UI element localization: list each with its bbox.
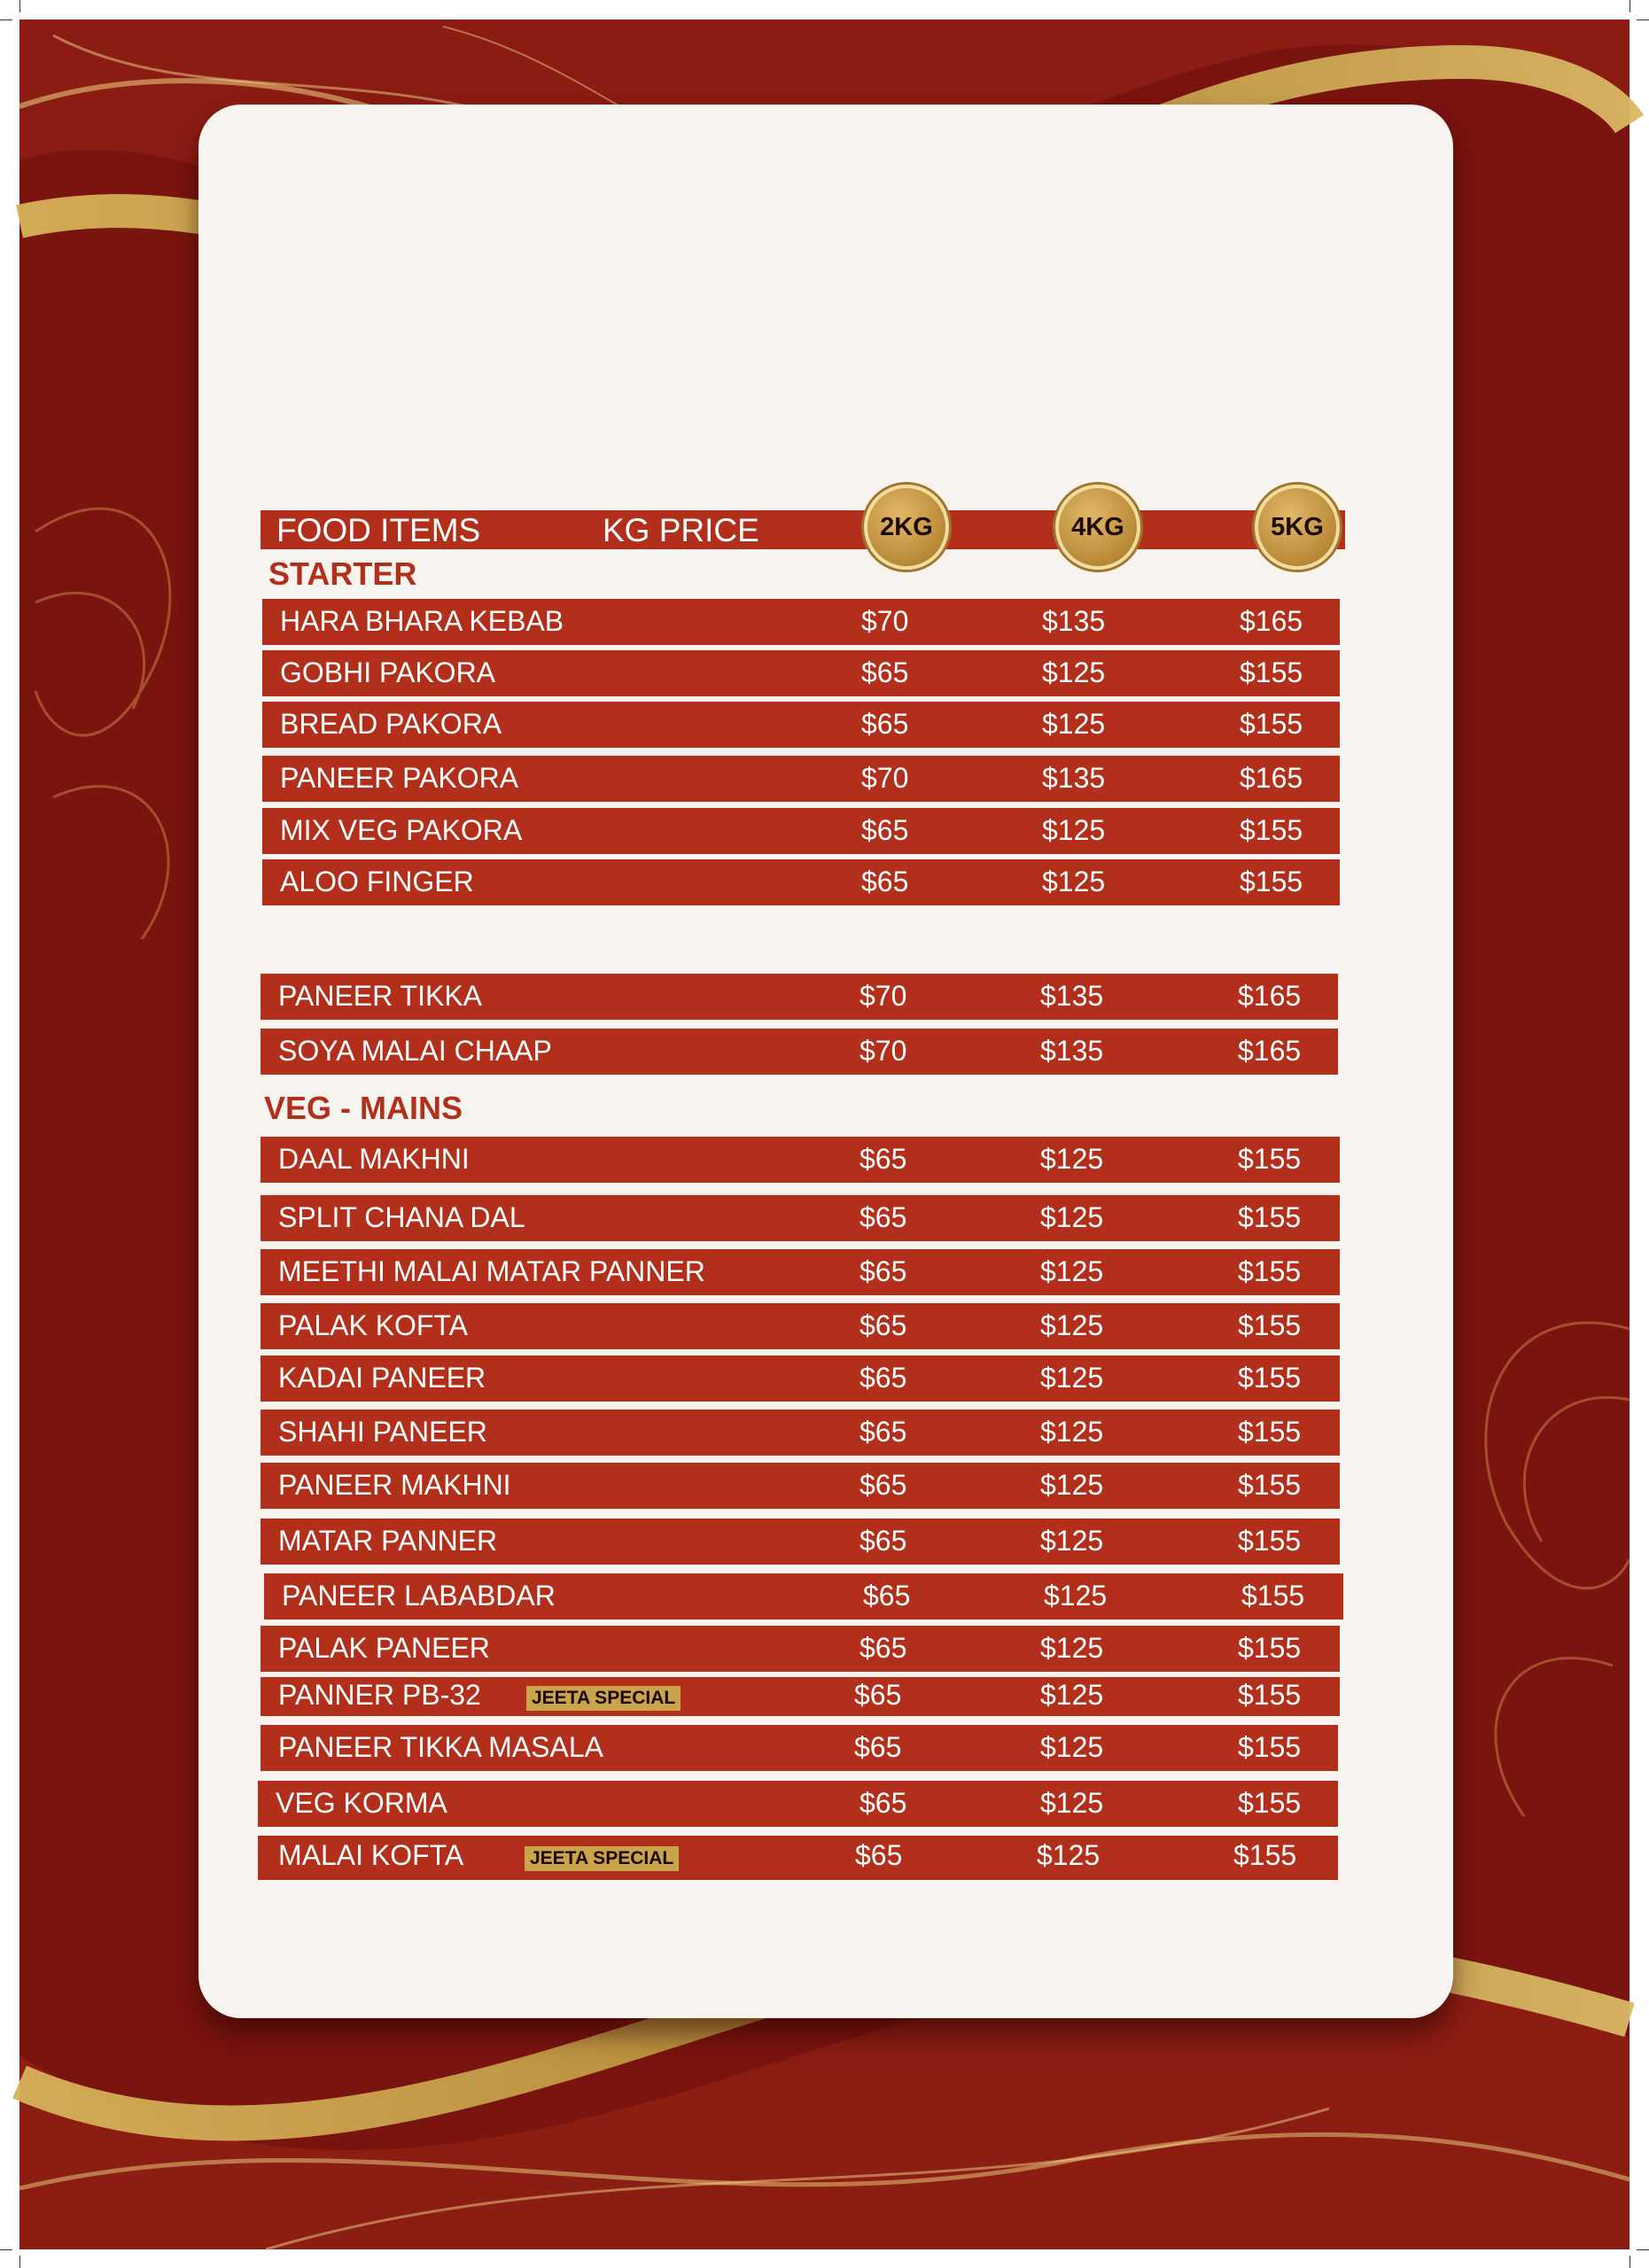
- price-5kg: $165: [1240, 762, 1303, 794]
- item-name: SOYA MALAI CHAAP: [278, 1035, 552, 1067]
- price-4kg: $125: [1042, 656, 1106, 688]
- menu-row: [261, 1029, 1338, 1075]
- price-4kg: $125: [1040, 1679, 1104, 1711]
- crop-mark-top-left-v: [19, 0, 20, 12]
- item-name: MIX VEG PAKORA: [280, 814, 523, 846]
- price-5kg: $155: [1241, 1580, 1305, 1612]
- item-name: HARA BHARA KEBAB: [280, 605, 564, 637]
- price-5kg: $155: [1238, 1416, 1302, 1448]
- price-4kg: $125: [1042, 814, 1106, 846]
- menu-row: [262, 756, 1340, 802]
- menu-row: [261, 1137, 1340, 1183]
- price-header-bar: [261, 510, 1345, 549]
- menu-row: [258, 1836, 1338, 1880]
- price-2kg: $65: [854, 1679, 902, 1711]
- crop-mark-bottom-left-v: [19, 2256, 20, 2268]
- menu-row: [258, 1781, 1338, 1827]
- menu-row: [262, 702, 1340, 748]
- item-name: MEETHI MALAI MATAR PANNER: [278, 1255, 705, 1287]
- item-name: VEG KORMA: [276, 1787, 447, 1819]
- menu-row: [261, 1463, 1340, 1509]
- price-5kg: $155: [1238, 1787, 1302, 1819]
- price-4kg: $125: [1042, 866, 1106, 897]
- price-4kg: $125: [1040, 1309, 1104, 1341]
- item-name: PALAK KOFTA: [278, 1309, 468, 1341]
- menu-row: [261, 1725, 1338, 1771]
- price-4kg: $135: [1040, 1035, 1104, 1067]
- item-name: PANEER MAKHNI: [278, 1469, 511, 1501]
- price-2kg: $70: [861, 762, 909, 794]
- price-2kg: $65: [863, 1580, 911, 1612]
- crop-mark-top-left-h: [0, 19, 12, 20]
- jeeta-special-tag: JEETA SPECIAL: [526, 1686, 681, 1711]
- price-2kg: $65: [860, 1787, 907, 1819]
- item-name: GOBHI PAKORA: [280, 656, 496, 688]
- size-badge-4kg: 4KG: [1055, 485, 1140, 570]
- price-5kg: $155: [1238, 1469, 1302, 1501]
- price-4kg: $125: [1040, 1362, 1104, 1394]
- price-2kg: $65: [854, 1731, 902, 1763]
- menu-row: [262, 859, 1340, 905]
- menu-row: [262, 599, 1340, 645]
- price-2kg: $70: [861, 605, 909, 637]
- price-2kg: $65: [860, 1143, 907, 1175]
- price-4kg: $125: [1037, 1839, 1101, 1871]
- item-name: BREAD PAKORA: [280, 708, 502, 740]
- price-4kg: $135: [1042, 605, 1106, 637]
- price-4kg: $125: [1040, 1632, 1104, 1664]
- menu-row: [261, 1249, 1340, 1295]
- section-title-veg-mains: VEG - MAINS: [264, 1090, 463, 1126]
- price-5kg: $165: [1238, 1035, 1302, 1067]
- item-name: PALAK PANEER: [278, 1632, 490, 1664]
- crop-mark-bottom-left-h: [0, 2249, 12, 2250]
- price-4kg: $125: [1040, 1416, 1104, 1448]
- kg-price-heading: KG PRICE: [603, 512, 759, 548]
- price-4kg: $125: [1040, 1255, 1104, 1287]
- price-2kg: $65: [861, 656, 909, 688]
- menu-row: [262, 808, 1340, 854]
- item-name: PANEER PAKORA: [280, 762, 519, 794]
- price-4kg: $125: [1040, 1201, 1104, 1233]
- price-5kg: $155: [1238, 1525, 1302, 1557]
- jeeta-special-tag: JEETA SPECIAL: [525, 1846, 679, 1871]
- price-4kg: $135: [1042, 762, 1106, 794]
- item-name: SHAHI PANEER: [278, 1416, 487, 1448]
- price-2kg: $65: [861, 814, 909, 846]
- price-2kg: $65: [855, 1839, 903, 1871]
- menu-row: [264, 1573, 1343, 1619]
- price-5kg: $155: [1238, 1362, 1302, 1394]
- size-badge-5kg: 5KG: [1255, 485, 1340, 570]
- price-2kg: $65: [860, 1632, 907, 1664]
- price-2kg: $65: [861, 708, 909, 740]
- price-5kg: $155: [1240, 708, 1303, 740]
- price-2kg: $65: [860, 1469, 907, 1501]
- price-2kg: $65: [860, 1309, 907, 1341]
- crop-mark-bottom-right-h: [1637, 2249, 1649, 2250]
- price-5kg: $155: [1240, 814, 1303, 846]
- price-5kg: $155: [1233, 1839, 1297, 1871]
- price-4kg: $125: [1040, 1787, 1104, 1819]
- menu-row: [261, 1303, 1340, 1349]
- price-5kg: $155: [1238, 1679, 1302, 1711]
- price-5kg: $155: [1238, 1632, 1302, 1664]
- price-5kg: $155: [1238, 1309, 1302, 1341]
- price-4kg: $125: [1040, 1469, 1104, 1501]
- section-title-starter: STARTER: [268, 555, 417, 592]
- item-name: MATAR PANNER: [278, 1525, 498, 1557]
- item-name: KADAI PANEER: [278, 1362, 486, 1394]
- price-2kg: $65: [860, 1201, 907, 1233]
- menu-row: [261, 1355, 1340, 1402]
- price-4kg: $125: [1042, 708, 1106, 740]
- item-name: PANEER TIKKA MASALA: [278, 1731, 603, 1763]
- price-2kg: $65: [860, 1255, 907, 1287]
- price-5kg: $165: [1238, 980, 1302, 1012]
- menu-row: [261, 1677, 1340, 1716]
- price-2kg: $65: [860, 1362, 907, 1394]
- price-2kg: $65: [860, 1525, 907, 1557]
- price-2kg: $65: [860, 1416, 907, 1448]
- item-name: PANNER PB-32: [278, 1679, 481, 1711]
- menu-row: [261, 1410, 1340, 1456]
- price-2kg: $70: [860, 980, 907, 1012]
- menu-row: [261, 1195, 1340, 1241]
- price-5kg: $165: [1240, 605, 1303, 637]
- price-2kg: $65: [861, 866, 909, 897]
- price-5kg: $155: [1238, 1201, 1302, 1233]
- price-4kg: $135: [1040, 980, 1104, 1012]
- crop-mark-top-right-h: [1637, 19, 1649, 20]
- price-5kg: $155: [1238, 1143, 1302, 1175]
- price-4kg: $125: [1044, 1580, 1108, 1612]
- food-items-heading: FOOD ITEMS: [276, 512, 481, 548]
- price-4kg: $125: [1040, 1525, 1104, 1557]
- price-5kg: $155: [1240, 656, 1303, 688]
- item-name: SPLIT CHANA DAL: [278, 1201, 525, 1233]
- menu-row: [262, 650, 1340, 696]
- item-name: ALOO FINGER: [280, 866, 474, 897]
- size-badge-2kg: 2KG: [864, 485, 949, 570]
- item-name: DAAL MAKHNI: [278, 1143, 470, 1175]
- menu-row: [261, 1626, 1340, 1672]
- price-4kg: $125: [1040, 1731, 1104, 1763]
- item-name: PANEER LABABDAR: [282, 1580, 556, 1612]
- menu-row: [261, 1518, 1340, 1565]
- price-5kg: $155: [1240, 866, 1303, 897]
- item-name: PANEER TIKKA: [278, 980, 482, 1012]
- price-5kg: $155: [1238, 1731, 1302, 1763]
- item-name: MALAI KOFTA: [278, 1839, 464, 1871]
- price-2kg: $70: [860, 1035, 907, 1067]
- price-4kg: $125: [1040, 1143, 1104, 1175]
- menu-row: [261, 974, 1338, 1020]
- price-5kg: $155: [1238, 1255, 1302, 1287]
